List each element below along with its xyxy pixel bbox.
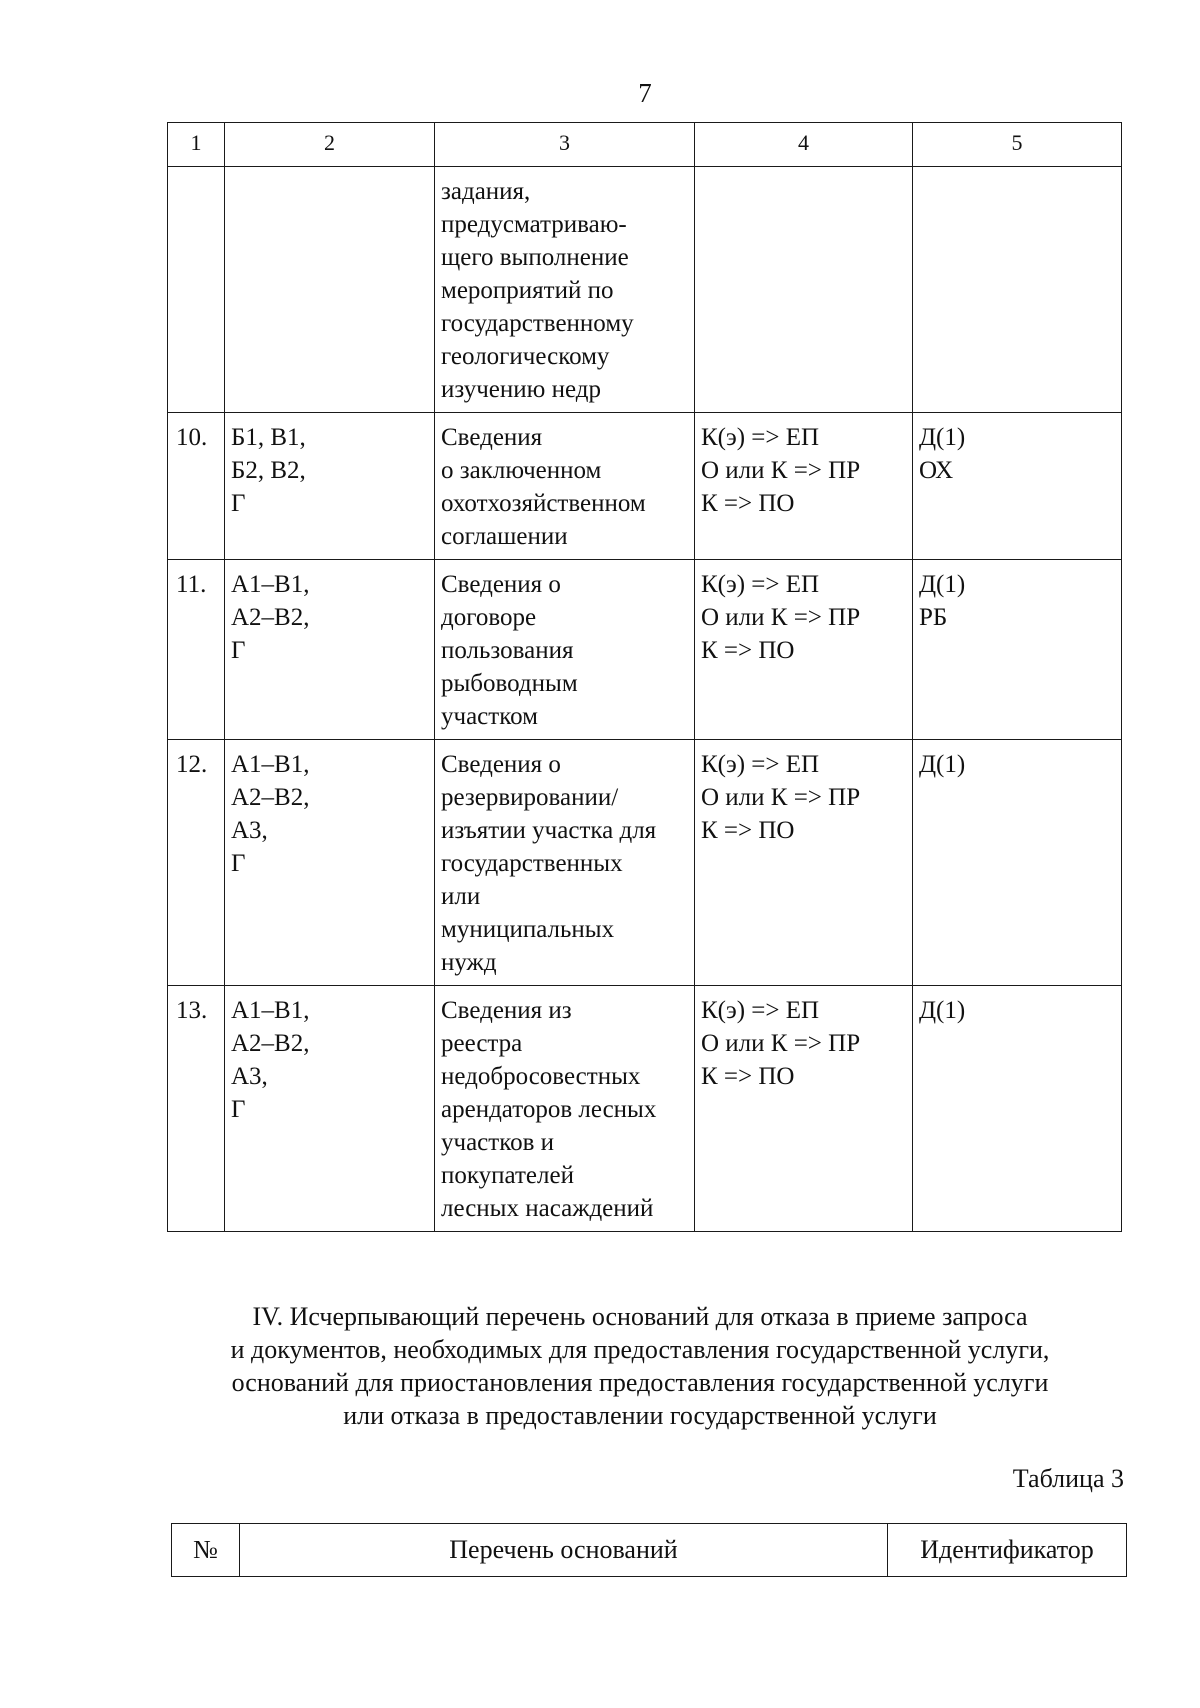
column-header: 4	[695, 123, 913, 167]
table-row	[168, 986, 1122, 1232]
applicant-groups-cell: А1–В1, А2–В2, А3, Г	[225, 740, 435, 986]
table-row	[168, 740, 1122, 986]
applicant-groups-cell: Б1, В1, Б2, В2, Г	[225, 413, 435, 560]
refusal-grounds-table	[171, 1523, 1127, 1577]
document-code-cell: Д(1)	[913, 740, 1122, 986]
column-header-grounds: Перечень оснований	[240, 1524, 888, 1577]
document-code-cell: Д(1) ОХ	[913, 413, 1122, 560]
document-code-cell	[913, 167, 1122, 413]
document-code-cell: Д(1)	[913, 986, 1122, 1232]
submission-method-cell: К(э) => ЕП О или К => ПР К => ПО	[695, 560, 913, 740]
section-heading-line: или отказа в предоставлении государственной услуги	[343, 1401, 937, 1430]
row-number-cell: 12.	[168, 740, 225, 986]
table-header-row	[172, 1524, 1127, 1577]
column-header-number: №	[172, 1524, 240, 1577]
document-description-cell: Сведения о резервировании/ изъятии участка для государственных или муниципальных нужд	[435, 740, 695, 986]
section-heading-line: IV. Исчерпывающий перечень оснований для отказа в приеме запроса	[252, 1302, 1028, 1331]
row-number-cell: 13.	[168, 986, 225, 1232]
page-number: 7	[638, 78, 652, 108]
document-description-cell: задания, предусматриваю- щего выполнение мероприятий по государственному геологическому изучению недр	[435, 167, 695, 413]
document-description-cell: Сведения о договоре пользования рыбоводным участком	[435, 560, 695, 740]
document-code-cell: Д(1) РБ	[913, 560, 1122, 740]
applicant-groups-cell	[225, 167, 435, 413]
submission-method-cell: К(э) => ЕП О или К => ПР К => ПО	[695, 986, 913, 1232]
row-number-cell: 11.	[168, 560, 225, 740]
services-table	[167, 122, 1122, 1232]
row-number-cell: 10.	[168, 413, 225, 560]
column-header: 3	[435, 123, 695, 167]
row-number-cell	[168, 167, 225, 413]
section-heading	[160, 1300, 1120, 1432]
applicant-groups-cell: А1–В1, А2–В2, А3, Г	[225, 986, 435, 1232]
column-header-identifier: Идентификатор	[888, 1524, 1127, 1577]
table-row	[168, 560, 1122, 740]
column-header: 5	[913, 123, 1122, 167]
document-description-cell: Сведения о заключенном охотхозяйственном соглашении	[435, 413, 695, 560]
table-row	[168, 167, 1122, 413]
table-header-row	[168, 123, 1122, 167]
table-caption: Таблица 3	[1012, 1464, 1124, 1493]
document-description-cell: Сведения из реестра недобросовестных арендаторов лесных участков и покупателей лесных насаждений	[435, 986, 695, 1232]
submission-method-cell: К(э) => ЕП О или К => ПР К => ПО	[695, 740, 913, 986]
table-row	[168, 413, 1122, 560]
column-header: 2	[225, 123, 435, 167]
section-heading-line: и документов, необходимых для предоставления государственной услуги,	[230, 1335, 1050, 1364]
submission-method-cell	[695, 167, 913, 413]
section-heading-line: оснований для приостановления предоставления государственной услуги	[231, 1368, 1049, 1397]
submission-method-cell: К(э) => ЕП О или К => ПР К => ПО	[695, 413, 913, 560]
applicant-groups-cell: А1–В1, А2–В2, Г	[225, 560, 435, 740]
column-header: 1	[168, 123, 225, 167]
